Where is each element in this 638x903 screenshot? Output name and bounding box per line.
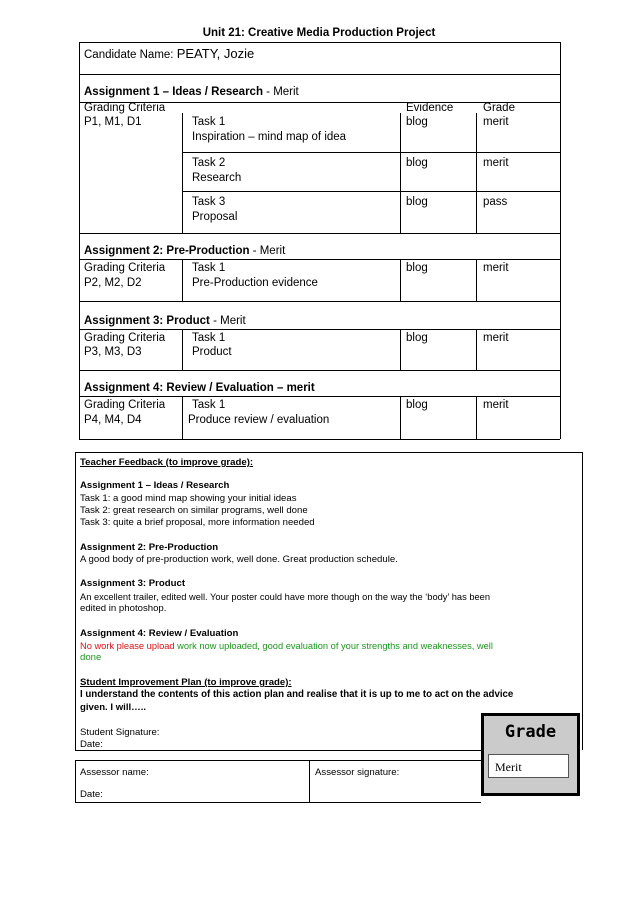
fb-a2-text: A good body of pre-production work, well done. Great production schedule. — [80, 554, 398, 565]
table-right-border — [560, 42, 561, 439]
col-divider — [476, 396, 477, 439]
criteria-header: Grading Criteria — [84, 102, 166, 114]
assignment1-heading — [84, 85, 299, 100]
fb-a4-line1 — [80, 640, 493, 652]
a2-task-desc: Pre-Production evidence — [192, 277, 318, 289]
fb-a3-heading: Assignment 3: Product — [80, 578, 186, 589]
a1-task1-desc: Inspiration – mind map of idea — [192, 131, 347, 143]
a1-task1-grade: merit — [483, 116, 509, 128]
fb-a1-line: Task 2: great research on similar programs, well done — [80, 505, 308, 516]
a4-task-desc: Produce review / evaluation — [188, 414, 330, 426]
candidate-name-row — [84, 46, 254, 63]
fb-a3-line2: edited in photoshop. — [80, 603, 167, 614]
improvement-heading: Student Improvement Plan (to improve grade): — [80, 677, 292, 688]
assessor-divider — [309, 760, 310, 802]
fb-a4-heading: Assignment 4: Review / Evaluation — [80, 628, 239, 639]
assignment2-title: Assignment 2: Pre-Production — [84, 245, 250, 257]
a1-task3-desc: Proposal — [192, 211, 238, 223]
a1-task3-evidence: blog — [406, 196, 428, 208]
col-divider — [400, 113, 401, 233]
evidence-header: Evidence — [406, 102, 454, 114]
a1-task2-grade: merit — [483, 157, 509, 169]
col-divider — [400, 329, 401, 370]
assignment1-heading-grade: - Merit — [262, 86, 299, 98]
a1-task1-title: Task 1 — [192, 116, 226, 128]
a4-grade: merit — [483, 399, 509, 411]
a4-criteria-label: Grading Criteria — [84, 399, 166, 411]
student-date-label: Date: — [80, 739, 103, 750]
a3-task-desc: Product — [192, 346, 232, 358]
fb-a1-heading: Assignment 1 – Ideas / Research — [80, 480, 230, 491]
page-title: Unit 21: Creative Media Production Project — [202, 27, 436, 39]
assignment3-heading-grade: - Merit — [209, 315, 246, 327]
assessor-left-border — [75, 760, 76, 802]
assignment1-title: Assignment 1 – Ideas / Research — [84, 86, 263, 98]
feedback-top-border — [75, 452, 582, 453]
feedback-heading: Teacher Feedback (to improve grade): — [80, 457, 254, 468]
a4-task-title: Task 1 — [192, 399, 226, 411]
fb-a1-line: Task 1: a good mind map showing your initial ideas — [80, 493, 297, 504]
col-divider — [182, 113, 183, 233]
a2-criteria-label: Grading Criteria — [84, 262, 166, 274]
fb-a2-heading: Assignment 2: Pre-Production — [80, 542, 219, 553]
col-divider — [182, 329, 183, 370]
a3-evidence: blog — [406, 332, 428, 344]
table-bottom-border — [79, 439, 560, 440]
row-divider — [79, 74, 560, 75]
fb-a4-red: No work please upload — [80, 641, 175, 651]
fb-a4-line2: done — [80, 652, 102, 663]
fb-a4-green: work now uploaded, good evaluation of your strengths and weaknesses, well — [174, 641, 493, 651]
col-divider — [400, 396, 401, 439]
grade-header: Grade — [483, 102, 515, 114]
assessor-signature-label: Assessor signature: — [315, 767, 400, 778]
assessor-bottom-border — [75, 802, 481, 803]
assignment3-title: Assignment 3: Product — [84, 315, 210, 327]
row-divider — [79, 259, 560, 260]
row-divider — [79, 329, 560, 330]
fb-a3-line1: An excellent trailer, edited well. Your poster could have more though on the way the ‘body’ has been — [80, 592, 491, 602]
row-divider — [182, 152, 560, 153]
a2-evidence: blog — [406, 262, 428, 274]
grade-box-value: Merit — [488, 754, 569, 778]
assignment2-heading — [84, 244, 285, 259]
a1-task2-evidence: blog — [406, 157, 428, 169]
assignment1-criteria: P1, M1, D1 — [84, 116, 142, 128]
feedback-right-border — [582, 452, 583, 750]
grade-box — [481, 713, 580, 796]
row-divider — [79, 370, 560, 371]
a1-task2-title: Task 2 — [192, 157, 226, 169]
col-divider — [400, 259, 401, 301]
row-divider — [182, 191, 560, 192]
row-divider — [79, 301, 560, 302]
assessor-date-label: Date: — [80, 789, 103, 800]
a4-criteria: P4, M4, D4 — [84, 414, 142, 426]
assignment4-heading: Assignment 4: Review / Evaluation – merit — [84, 382, 315, 394]
feedback-bottom-border — [75, 750, 481, 751]
a1-task1-evidence: blog — [406, 116, 428, 128]
assessor-top-border — [75, 760, 481, 761]
col-divider — [182, 396, 183, 439]
col-divider — [476, 259, 477, 301]
candidate-name: PEATY, Jozie — [176, 46, 255, 61]
table-top-border — [79, 42, 560, 43]
grade-box-heading: Grade — [504, 722, 557, 742]
a3-task-title: Task 1 — [192, 332, 226, 344]
a1-task3-title: Task 3 — [192, 196, 226, 208]
assessor-name-label: Assessor name: — [80, 767, 149, 778]
row-divider — [79, 396, 560, 397]
col-divider — [476, 113, 477, 233]
col-divider — [476, 329, 477, 370]
a4-evidence: blog — [406, 399, 428, 411]
candidate-label: Candidate Name: — [84, 49, 174, 61]
assignment3-heading — [84, 314, 246, 329]
a2-criteria: P2, M2, D2 — [84, 277, 142, 289]
improvement-line1: I understand the contents of this action plan and realise that it is up to me to act on the advice — [80, 689, 514, 700]
row-divider — [79, 233, 560, 234]
feedback-left-border — [75, 452, 76, 750]
fb-a1-line: Task 3: quite a brief proposal, more information needed — [80, 517, 315, 528]
assignment2-heading-grade: - Merit — [249, 245, 286, 257]
a3-grade: merit — [483, 332, 509, 344]
a3-criteria-label: Grading Criteria — [84, 332, 166, 344]
a1-task2-desc: Research — [192, 172, 242, 184]
a1-task3-grade: pass — [483, 196, 508, 208]
a3-criteria: P3, M3, D3 — [84, 346, 142, 358]
a2-task-title: Task 1 — [192, 262, 226, 274]
student-signature-label: Student Signature: — [80, 727, 160, 738]
col-divider — [182, 259, 183, 301]
improvement-line2: given. I will….. — [80, 702, 147, 713]
a2-grade: merit — [483, 262, 509, 274]
